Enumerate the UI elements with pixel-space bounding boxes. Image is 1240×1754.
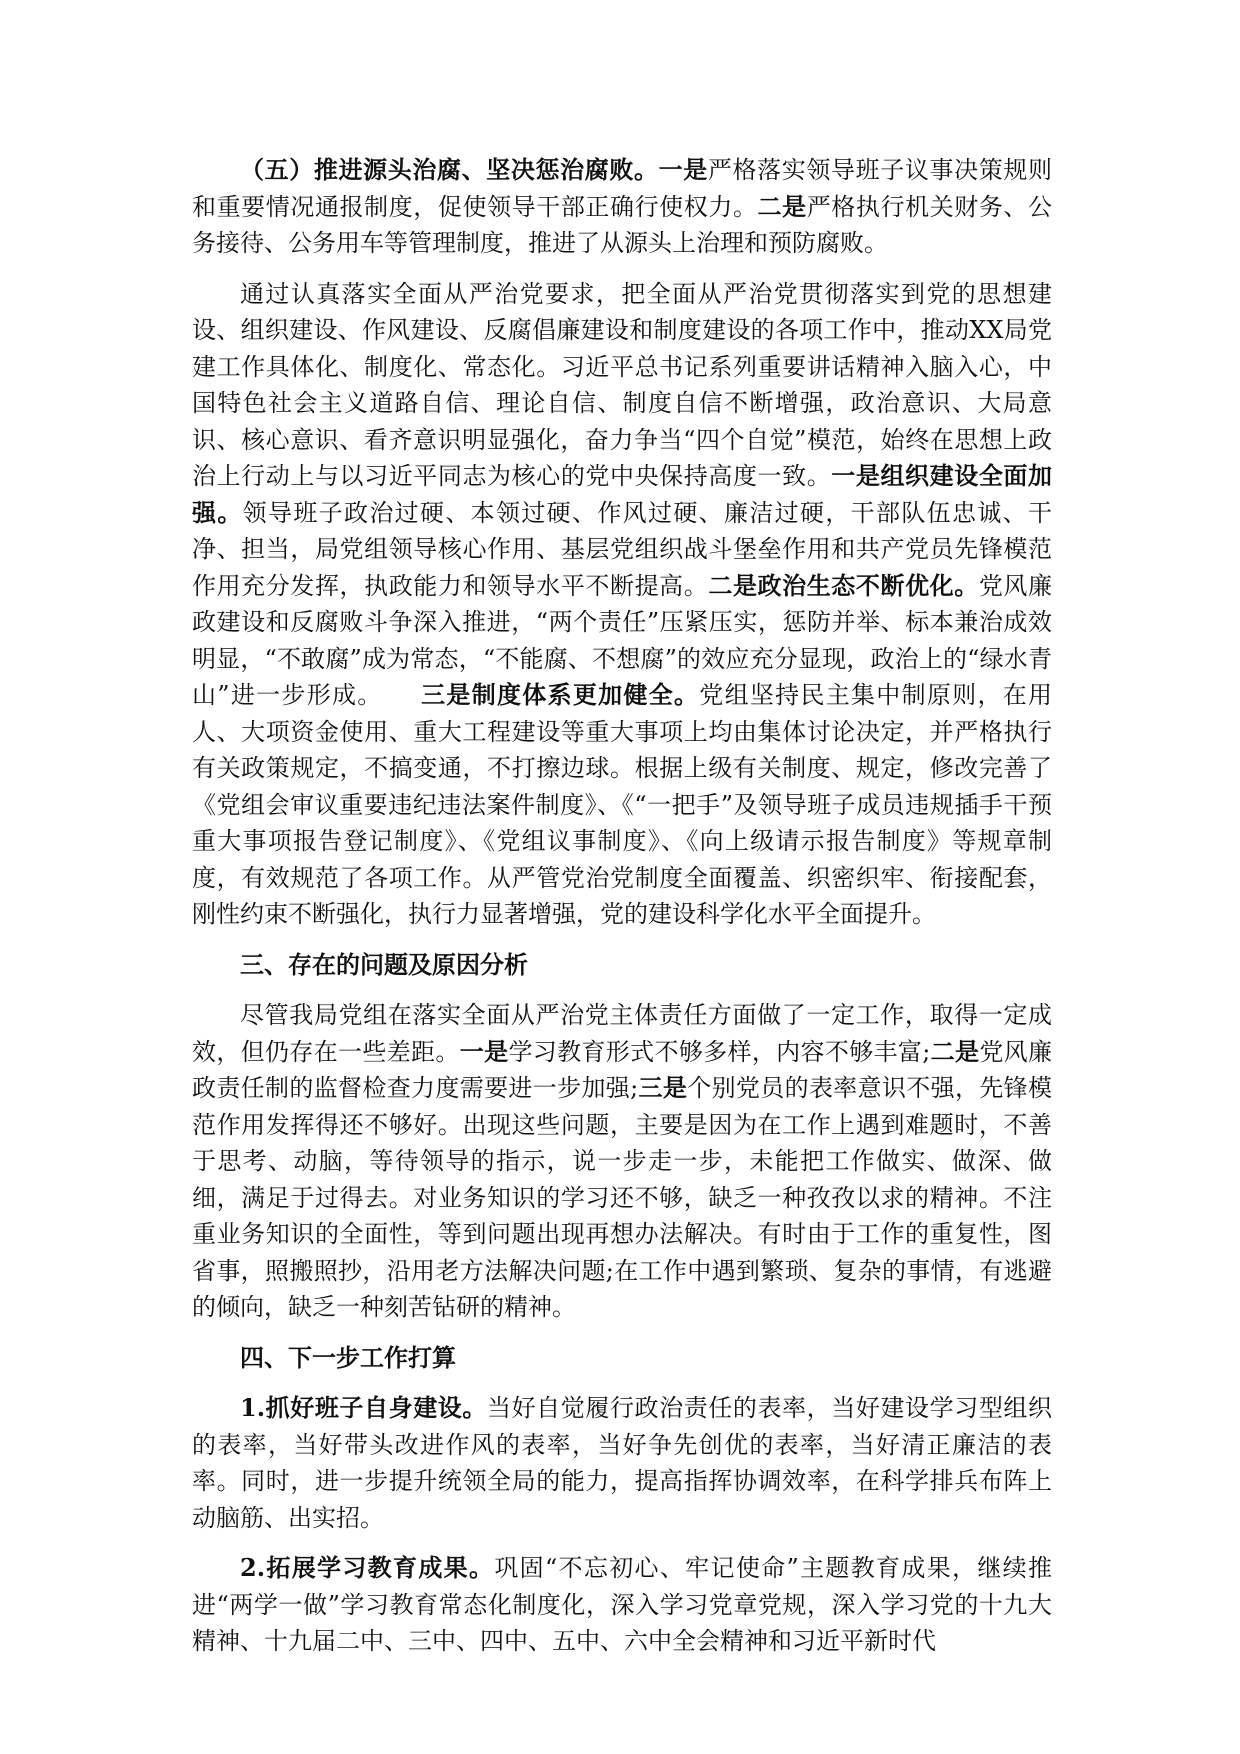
bold-text: （五）推进源头治腐、坚决惩治腐败。 [240,155,659,184]
bold-text: 三、存在的问题及原因分析 [240,949,528,979]
text-segment: 当好自觉履行政治责任的表率，当好建设学习型组织的表率，当好带头改进作风的表率，当好争先创优的表率，当好清正廉洁的表率。同时，进一步提升统领全局的能力，提高指挥协调效率，在科学排兵布阵上动脑筋、出实招。 [192,1394,1053,1532]
body-paragraph [192,1390,1052,1536]
bold-text: 一是 [459,1036,509,1066]
body-paragraph [192,1550,1052,1660]
text-segment: 严格执行机关财务、公务接待、公务用车等管理制度，推进了从源头上治理和预防腐败。 [192,192,1053,257]
text-segment: 巩固“不忘初心、牢记使命”主题教育成果，继续推进“两学一做”学习教育常态化制度化，深入学习党章党规，深入学习党的十九大精神、十九届二中、三中、四中、五中、六中全会精神和习近平新时代 [192,1554,1052,1655]
text-segment: 党风廉政建设和反腐败斗争深入推进，“两个责任”压紧压实，惩防并举、标本兼治成效明显，“不敢腐”成为常态，“不能腐、不想腐”的效应充分显现，政治上的“绿水青山”进一步形成。 [192,571,1053,709]
bold-text: 三是制度体系更加健全。 [421,680,700,709]
bold-text: 四、下一步工作打算 [240,1342,456,1372]
text-segment: 领导班子政治过硬、本领过硬、作风过硬、廉洁过硬，干部队伍忠诚、干净、担当，局党组领导核心作用、基层党组织战斗堡垒作用和共产党员先锋模范作用充分发挥，执政能力和领导水平不断提高。 [192,498,1053,600]
bold-text: 二是 [757,191,807,221]
body-paragraph [192,997,1052,1326]
text-segment: 通过认真落实全面从严治党要求，把全面从严治党贯彻落实到党的思想建设、组织建设、作风建设、反腐倡廉建设和制度建设的各项工作中，推动XX局党建工作具体化、制度化、常态化。习近平总书记系列重要讲话精神入脑入心，中国特色社会主义道路自信、理论自信、制度自信不断增强，政治意识、大局意识、核心意识、看齐意识明显强化，奋力争当“四个自觉”模范，始终在思想上政治上行动上与以习近平同志为核心的党中央保持高度一致。 [192,279,1052,490]
text-segment: 学习教育形式不够多样，内容不够丰富; [508,1037,931,1066]
text-segment: 党风廉政责任制的监督检查力度需要进一步加强; [192,1037,1053,1102]
body-paragraph [192,276,1052,933]
section-heading [192,1340,1052,1377]
section-heading [192,947,1052,984]
bold-text: 三是 [638,1073,688,1102]
text-segment: 尽管我局党组在落实全面从严治党主体责任方面做了一定工作，取得一定成效，但仍存在一些差距。 [192,1001,1052,1066]
bold-text: 一是组织建设全面加强。 [192,461,1053,527]
text-segment: 严格落实领导班子议事决策规则和重要情况通报制度，促使领导干部正确行使权力。 [192,156,1052,221]
text-segment: 党组坚持民主集中制原则，在用人、大项资金使用、重大工程建设等重大事项上均由集体讨论决定，并严格执行有关政策规定，不搞变通，不打擦边球。根据上级有关制度、规定，修改完善了《党组会审议重要违纪违法案件制度》、《“一把手”及领导班子成员违规插手干预重大事项报告登记制度》、《党组议事制度》、《向上级请示报告制度》等规章制度，有效规范了各项工作。从严管党治党制度全面覆盖、织密织牢、衔接配套，刚性约束不断强化，执行力显著增强，党的建设科学化水平全面提升。 [192,681,1053,928]
body-paragraph [192,152,1052,262]
bold-text: 2.拓展学习教育成果。 [240,1553,495,1582]
bold-text: 二是政治生态不断优化。 [708,570,979,600]
text-segment: 个别党员的表率意识不强，先锋模范作用发挥得还不够好。出现这些问题，主要是因为在工作上遇到难题时，不善于思考、动脑，等待领导的指示，说一步走一步，未能把工作做实、做深、做细，满足于过得去。对业务知识的学习还不够，缺乏一种孜孜以求的精神。不注重业务知识的全面性，等到问题出现再想办法解决。有时由于工作的重复性，图省事，照搬照抄，沿用老方法解决问题;在工作中遇到繁琐、复杂的事情，有逃避的倾向，缺乏一种刻苦钻研的精神。 [192,1074,1053,1321]
document-page [192,152,1052,1674]
bold-text: 1.抓好班子自身建设。 [240,1393,487,1422]
bold-text: 二是 [930,1036,980,1066]
bold-text: 一是 [658,155,708,184]
